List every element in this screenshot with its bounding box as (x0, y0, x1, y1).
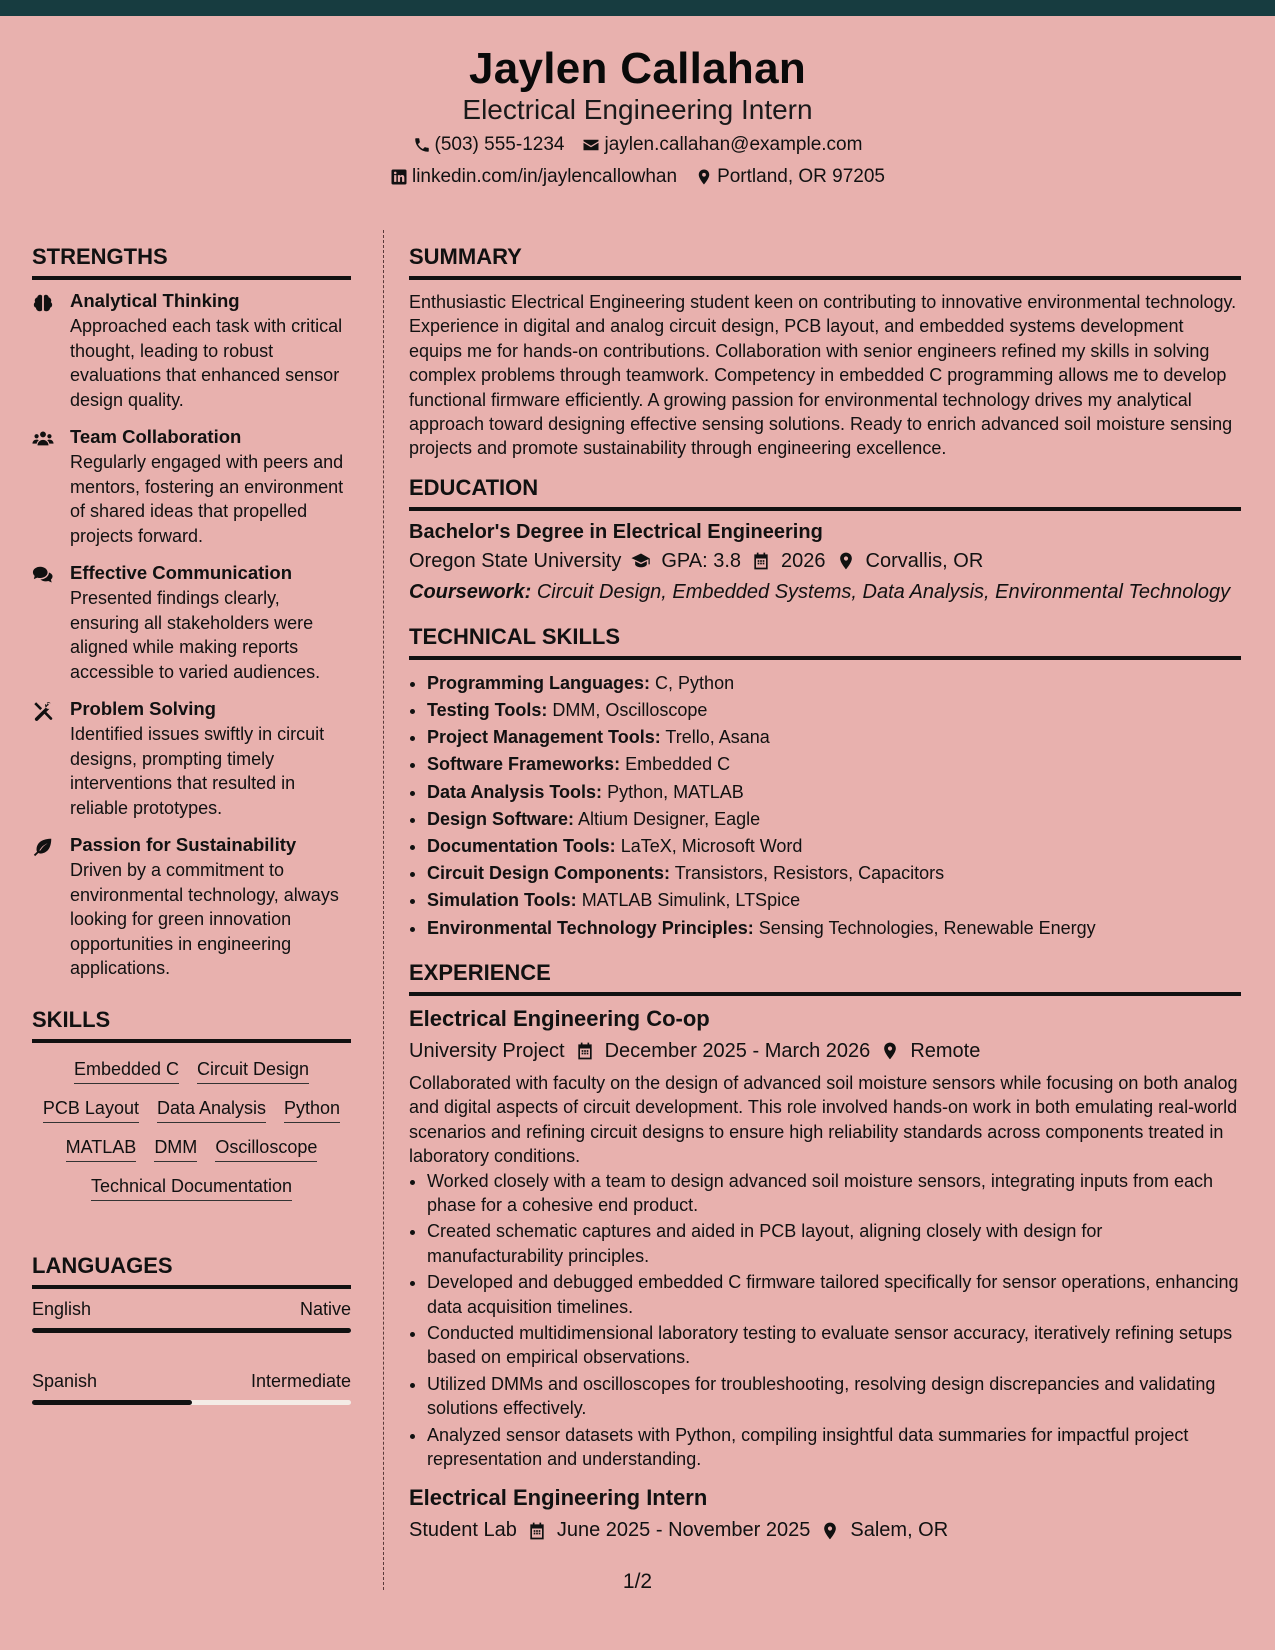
right-column (409, 244, 1241, 1550)
technical-skills-list (409, 670, 1241, 942)
map-marker-icon (880, 1041, 900, 1061)
job-entry (409, 1485, 1241, 1542)
strength-item (32, 562, 351, 684)
list-item: • Developed and debugged embedded C firmware tailored specifically for sensor operations, enhancing data acquisition timelines. (427, 1270, 1241, 1319)
map-marker-icon (836, 551, 856, 571)
list-item: • Utilized DMMs and oscilloscopes for troubleshooting, resolving design discrepancies and validating solutions effectively. (427, 1372, 1241, 1421)
job-meta (409, 1519, 1241, 1542)
email-contact[interactable] (582, 134, 862, 156)
job-title: Electrical Engineering Intern (409, 1485, 708, 1511)
brain-icon (32, 292, 54, 314)
job-meta (409, 1040, 1241, 1063)
job-bullets (409, 1169, 1241, 1472)
list-item (427, 860, 1241, 887)
strength-title: Effective Communication (70, 562, 293, 583)
skill-tag: Technical Documentation (91, 1176, 292, 1201)
leaf-icon (32, 836, 54, 858)
job-org: Student Lab (409, 1519, 517, 1542)
left-column (32, 244, 351, 1427)
calendar-icon (751, 551, 771, 571)
job-dates: June 2025 - November 2025 (556, 1519, 811, 1542)
column-divider (383, 230, 384, 1590)
candidate-title: Electrical Engineering Intern (462, 94, 813, 125)
skills-heading: SKILLS (32, 1007, 351, 1043)
coursework-label: Coursework: (409, 580, 532, 603)
skill-category: Data Analysis Tools: (427, 781, 603, 802)
strength-item (32, 834, 351, 981)
list-item (427, 779, 1241, 806)
skill-values: Altium Designer, Eagle (578, 808, 761, 829)
skill-category: Project Management Tools: (427, 727, 661, 748)
job-org: University Project (409, 1039, 565, 1062)
skill-tag: DMM (154, 1137, 197, 1162)
skill-category: Circuit Design Components: (427, 863, 671, 884)
calendar-icon (527, 1521, 547, 1541)
location-text: Portland, OR 97205 (717, 166, 886, 187)
list-item (427, 806, 1241, 833)
candidate-name: Jaylen Callahan (468, 44, 807, 93)
skill-tag: Python (284, 1098, 340, 1123)
skill-tag: Embedded C (74, 1059, 179, 1084)
skill-values: C, Python (655, 672, 735, 693)
skill-tag: MATLAB (66, 1137, 137, 1162)
strength-item (32, 698, 351, 820)
job-description: Collaborated with faculty on the design of advanced soil moisture sensors while focusing on both analog and digital aspects of circuit development. This role involved hands-on work in both emulating real-world scenarios and refining circuit designs to ensure high reliability standards across components treated in laboratory conditions. (409, 1072, 1238, 1167)
strength-description: Driven by a commitment to environmental technology, always looking for green innovation opportunities in engineering applications. (70, 860, 339, 978)
linkedin-contact[interactable] (390, 166, 677, 188)
skill-category: Software Frameworks: (427, 754, 621, 775)
summary-text: Enthusiastic Electrical Engineering student keen on contributing to innovative environmental technology. Experience in digital and analog circuit design, PCB layout, and embedded systems development equips me for hands-on contributions. Collaboration with senior engineers refined my skills in solving complex problems through teamwork. Competency in embedded C programming allows me to develop functional firmware efficiently. A growing passion for environmental technology drives my analytical approach toward designing effective sensing solutions. Ready to enrich advanced soil moisture sensing projects and promote sustainability through engineering excellence. (409, 292, 1237, 459)
technical-skills-heading: TECHNICAL SKILLS (409, 624, 1241, 660)
summary-heading: SUMMARY (409, 244, 1241, 280)
phone-text: (503) 555-1234 (434, 134, 565, 155)
coursework (409, 581, 1241, 604)
strength-item (32, 426, 351, 548)
users-icon (32, 428, 54, 450)
skill-category: Documentation Tools: (427, 836, 616, 857)
skill-values: Trello, Asana (665, 727, 770, 748)
education-heading: EDUCATION (409, 475, 1241, 511)
job-dates: December 2025 - March 2026 (604, 1039, 871, 1062)
skill-category: Environmental Technology Principles: (427, 917, 754, 938)
strength-description: Approached each task with critical thought, leading to robust evaluations that enhanced sensor design quality. (70, 316, 343, 410)
page-number: 1/2 (622, 1570, 653, 1593)
graduation-cap-icon (631, 551, 651, 571)
phone-contact[interactable] (413, 134, 565, 156)
calendar-icon (575, 1041, 595, 1061)
skill-tag: Circuit Design (197, 1059, 309, 1084)
location-contact (695, 166, 885, 188)
language-level: Native (299, 1298, 351, 1319)
strengths-heading: STRENGTHS (32, 244, 351, 280)
language-item (32, 1299, 351, 1333)
skill-category: Testing Tools: (427, 700, 548, 721)
school-location: Corvallis, OR (865, 549, 984, 572)
job-entry (409, 1006, 1241, 1472)
strength-item (32, 290, 351, 412)
comments-icon (32, 564, 54, 586)
skill-category: Programming Languages: (427, 672, 651, 693)
skill-values: Transistors, Resistors, Capacitors (674, 863, 945, 884)
phone-icon (413, 136, 431, 154)
skill-tag: PCB Layout (43, 1098, 139, 1123)
graduation-year: 2026 (781, 549, 826, 572)
linkedin-icon (390, 168, 408, 186)
skill-values: Embedded C (625, 754, 731, 775)
skill-values: Sensing Technologies, Renewable Energy (758, 917, 1096, 938)
list-item (427, 833, 1241, 860)
language-proficiency-fill (32, 1328, 351, 1333)
skill-values: DMM, Oscilloscope (552, 700, 708, 721)
language-item (32, 1371, 351, 1405)
strength-title: Analytical Thinking (70, 290, 240, 311)
job-title: Electrical Engineering Co-op (409, 1005, 710, 1031)
list-item (427, 697, 1241, 724)
envelope-icon (582, 136, 600, 154)
language-proficiency-fill (32, 1400, 192, 1405)
skill-tag: Oscilloscope (215, 1137, 317, 1162)
strength-title: Team Collaboration (70, 426, 242, 447)
job-location: Salem, OR (850, 1519, 949, 1542)
skill-values: Python, MATLAB (607, 781, 744, 802)
top-accent-bar (0, 0, 1275, 16)
degree-title: Bachelor's Degree in Electrical Engineering (409, 520, 823, 543)
tools-icon (32, 700, 54, 722)
skill-values: LaTeX, Microsoft Word (620, 836, 803, 857)
strength-title: Problem Solving (70, 698, 216, 719)
coursework-list: Circuit Design, Embedded Systems, Data Analysis, Environmental Technology (536, 580, 1231, 603)
list-item (427, 915, 1241, 942)
list-item: • Created schematic captures and aided in PCB layout, aligning closely with design for manufacturability principles. (427, 1219, 1241, 1268)
gpa-text: GPA: 3.8 (661, 549, 741, 572)
language-proficiency-bar (32, 1328, 351, 1333)
list-item: • Worked closely with a team to design advanced soil moisture sensors, integrating inputs from each phase for a cohesive end product. (427, 1169, 1241, 1218)
strength-description: Regularly engaged with peers and mentors, fostering an environment of shared ideas that propelled projects forward. (70, 452, 344, 546)
strength-title: Passion for Sustainability (70, 834, 297, 855)
experience-heading: EXPERIENCE (409, 960, 1241, 996)
list-item (427, 751, 1241, 778)
skill-tag: Data Analysis (157, 1098, 266, 1123)
map-marker-icon (695, 168, 713, 186)
list-item (427, 670, 1241, 697)
language-name: Spanish (32, 1370, 98, 1391)
strength-description: Identified issues swiftly in circuit designs, prompting timely interventions that resulted in reliable prototypes. (70, 724, 325, 818)
strength-description: Presented findings clearly, ensuring all stakeholders were aligned while making reports accessible to varied audiences. (70, 588, 321, 682)
skill-category: Design Software: (427, 808, 575, 829)
contact-row-2 (0, 166, 1275, 188)
map-marker-icon (820, 1521, 840, 1541)
school-name: Oregon State University (409, 549, 622, 572)
languages-heading: LANGUAGES (32, 1253, 351, 1289)
skill-category: Simulation Tools: (427, 890, 577, 911)
education-meta (409, 550, 1241, 573)
contact-row-1 (0, 134, 1275, 156)
job-location: Remote (910, 1039, 981, 1062)
resume-header (0, 16, 1275, 204)
list-item: • Conducted multidimensional laboratory testing to evaluate sensor accuracy, iteratively refining setups based on empirical observations. (427, 1321, 1241, 1370)
language-level: Intermediate (250, 1370, 351, 1391)
email-text: jaylen.callahan@example.com (604, 134, 863, 155)
skill-values: MATLAB Simulink, LTSpice (581, 890, 801, 911)
list-item: • Analyzed sensor datasets with Python, compiling insightful data summaries for impactful project representation and understanding. (427, 1423, 1241, 1472)
list-item (427, 887, 1241, 914)
list-item (427, 724, 1241, 751)
linkedin-text: linkedin.com/in/jaylencallowhan (411, 166, 678, 187)
skills-tag-list (32, 1053, 351, 1201)
language-name: English (32, 1298, 92, 1319)
language-proficiency-bar (32, 1400, 351, 1405)
